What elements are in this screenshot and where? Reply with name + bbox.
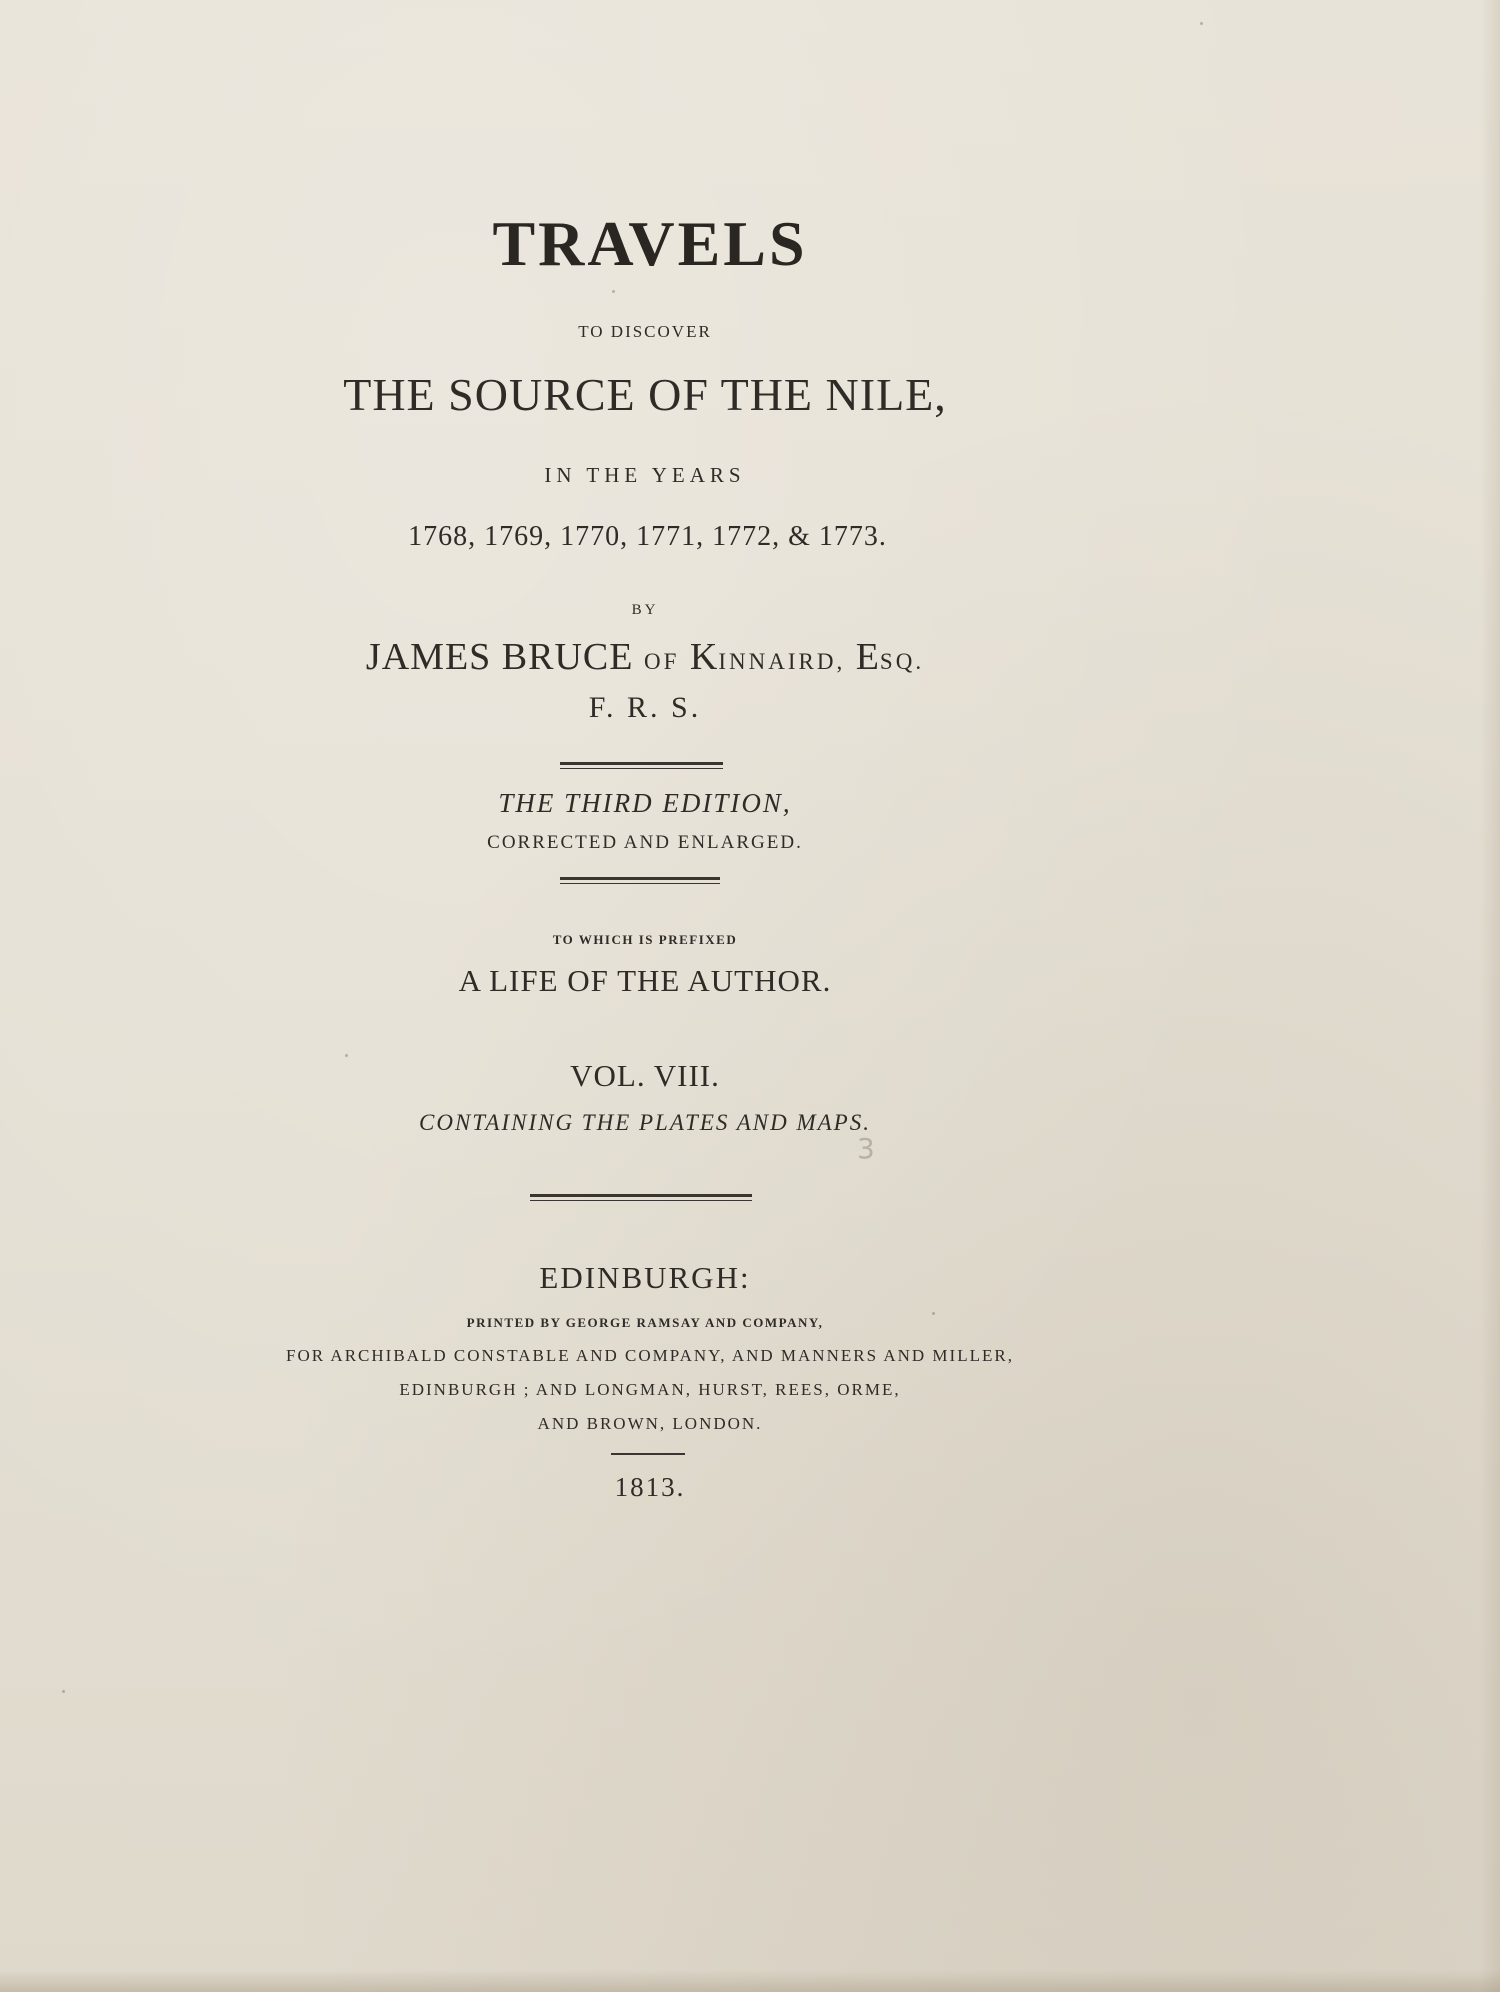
edition-title: THE THIRD EDITION, <box>498 788 792 818</box>
prefixed-text: TO WHICH IS PREFIXED <box>552 932 738 947</box>
imprint-line: FOR ARCHIBALD CONSTABLE AND COMPANY, AND MANNERS AND MILLER, <box>286 1346 1014 1365</box>
paper-speck <box>62 1690 65 1693</box>
imprint-line: AND BROWN, LONDON. <box>537 1414 763 1433</box>
paper-speck <box>1200 22 1203 25</box>
double-rule-divider <box>560 877 720 880</box>
to-discover-text: TO DISCOVER <box>578 322 712 341</box>
imprint-line: EDINBURGH ; AND LONGMAN, HURST, REES, ORME, <box>399 1380 901 1399</box>
author-esq-rest: SQ. <box>879 649 925 674</box>
paper-speck <box>932 1312 935 1315</box>
years-list: 1768, 1769, 1770, 1771, 1772, & 1773. <box>408 521 887 552</box>
author-esq-initial: E <box>855 636 880 678</box>
author-line <box>0 638 1290 676</box>
thin-rule-divider <box>611 1453 685 1455</box>
author-credentials: F. R. S. <box>588 691 702 724</box>
imprint-year: 1813. <box>614 1472 686 1502</box>
paper-edge <box>0 1970 1500 1992</box>
edition-note: CORRECTED AND ENLARGED. <box>487 832 803 853</box>
pencil-mark: 3 <box>857 1132 875 1165</box>
double-rule-divider <box>530 1194 752 1197</box>
author-name: JAMES BRUCE <box>365 636 634 678</box>
imprint-place: EDINBURGH: <box>539 1260 751 1295</box>
in-the-years-text: IN THE YEARS <box>544 463 746 487</box>
imprint-printer: PRINTED BY GEORGE RAMSAY AND COMPANY, <box>466 1315 824 1330</box>
volume-contents: CONTAINING THE PLATES AND MAPS. <box>419 1110 871 1135</box>
volume-number: VOL. VIII. <box>570 1058 720 1093</box>
book-title: TRAVELS <box>492 208 808 279</box>
paper-edge <box>1480 0 1500 1992</box>
author-kinnaird-rest: INNAIRD, <box>718 649 846 674</box>
paper-speck <box>612 290 615 293</box>
life-of-author: A LIFE OF THE AUTHOR. <box>458 963 832 998</box>
author-kinnaird-initial: K <box>689 636 719 678</box>
subject-title: THE SOURCE OF THE NILE, <box>343 369 947 420</box>
author-of: OF <box>643 649 680 674</box>
by-text: BY <box>631 602 659 618</box>
double-rule-divider <box>560 762 723 765</box>
paper-speck <box>345 1054 348 1057</box>
